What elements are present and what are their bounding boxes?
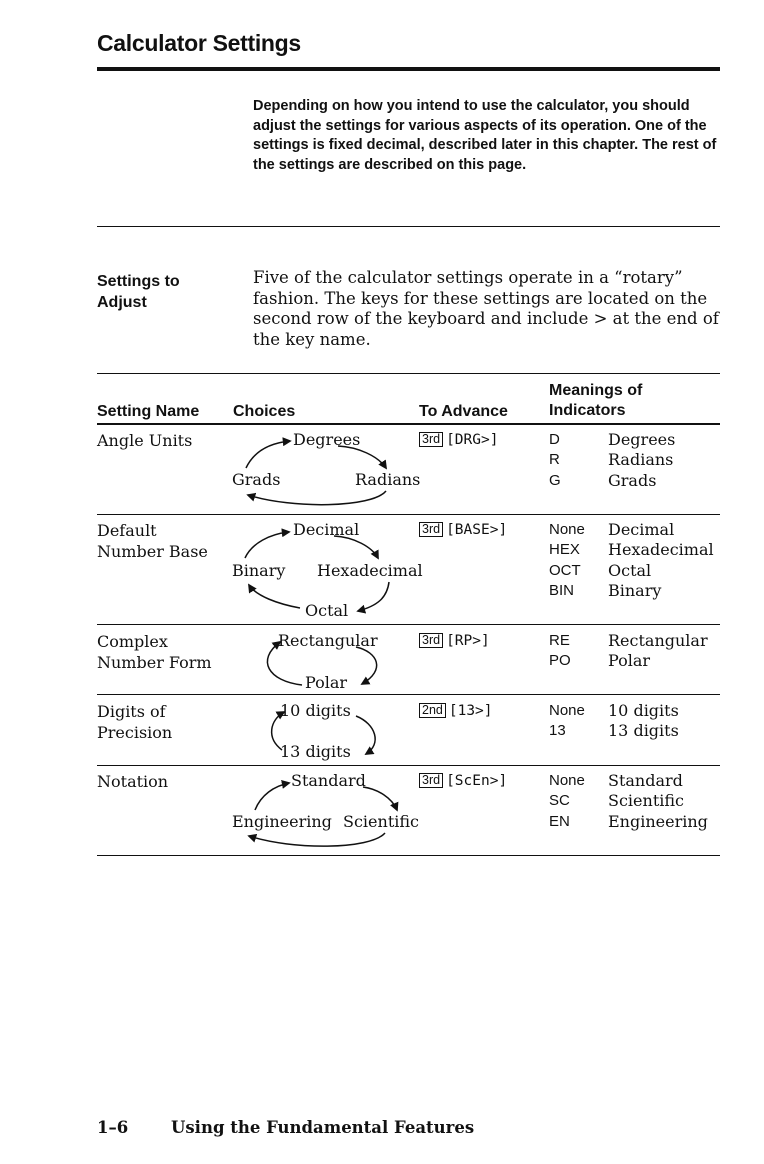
- header-meanings-line: Indicators: [549, 402, 626, 419]
- indicator: None: [549, 702, 585, 719]
- setting-name-line: Complex: [97, 632, 168, 651]
- third-key-icon: 3rd: [419, 773, 443, 788]
- header-choices: Choices: [233, 403, 296, 420]
- indicator: PO: [549, 652, 571, 670]
- section-body: Five of the calculator settings operate in a “rotary” fashion. The keys for these settings are located on the second row of the keyboard and include > at the end of the key name.: [253, 268, 719, 349]
- choice-polar: Polar: [305, 673, 348, 692]
- setting-name-line: Notation: [97, 772, 169, 791]
- choice-engineering: Engineering: [232, 812, 332, 831]
- indicator: None: [549, 772, 585, 789]
- meaning: Standard: [608, 771, 683, 790]
- indicator: SC: [549, 792, 570, 810]
- meaning: 10 digits: [608, 701, 679, 720]
- third-key-icon: 3rd: [419, 432, 443, 447]
- page-title: Calculator Settings: [97, 30, 301, 56]
- setting-name-line: Default: [97, 521, 157, 540]
- setting-name-line: Precision: [97, 722, 173, 742]
- meaning: Polar: [608, 651, 651, 671]
- choice-octal: Octal: [305, 601, 349, 620]
- footer-chapter-title: Using the Fundamental Features: [171, 1118, 475, 1137]
- advance-key-label: [DRG>]: [446, 432, 499, 448]
- choice-degrees: Degrees: [293, 430, 361, 449]
- rotary-arrow: [249, 833, 385, 846]
- header-meanings-line: Meanings of: [549, 382, 643, 399]
- meaning: Rectangular: [608, 631, 708, 650]
- choice-13-digits: 13 digits: [280, 742, 351, 761]
- third-key-icon: 3rd: [419, 633, 443, 648]
- rotary-arrow: [272, 712, 284, 750]
- choice-grads: Grads: [232, 470, 281, 489]
- section-heading-line: Settings to: [97, 273, 180, 290]
- choice-10-digits: 10 digits: [280, 701, 351, 720]
- footer-page-number: 1–6: [97, 1118, 129, 1137]
- choice-rectangular: Rectangular: [278, 631, 378, 650]
- advance-key-label: [BASE>]: [446, 522, 508, 538]
- rotary-arrow: [246, 441, 290, 468]
- meaning: Hexadecimal: [608, 540, 714, 560]
- advance-key-label: [13>]: [448, 703, 493, 719]
- header-to-advance: To Advance: [419, 403, 508, 420]
- indicator: D: [549, 431, 560, 448]
- rotary-arrow: [248, 491, 386, 505]
- meaning: Degrees: [608, 430, 676, 449]
- setting-name-line: Number Form: [97, 652, 212, 672]
- choice-hexadecimal: Hexadecimal: [317, 561, 423, 580]
- rotary-arrow: [338, 446, 386, 468]
- meaning: Scientific: [608, 791, 684, 811]
- indicator: EN: [549, 812, 570, 830]
- setting-name-line: Number Base: [97, 541, 208, 561]
- choice-binary: Binary: [232, 561, 286, 580]
- intro-paragraph: Depending on how you intend to use the calculator, you should adjust the settings for various aspects of its operation. One of the settings is fixed decimal, described later in this chapter. The rest of the settings are described on this page.: [253, 98, 717, 173]
- rotary-arrow: [356, 716, 375, 754]
- choice-radians: Radians: [355, 470, 421, 489]
- advance-key-label: [RP>]: [446, 633, 490, 649]
- rotary-arrow: [245, 532, 289, 558]
- rotary-arrow: [363, 787, 397, 810]
- third-key-icon: 3rd: [419, 522, 443, 537]
- indicator: 13: [549, 722, 566, 740]
- indicator: RE: [549, 632, 570, 649]
- setting-name-line: Angle Units: [97, 431, 193, 450]
- section-heading-line: Adjust: [97, 294, 147, 311]
- choice-decimal: Decimal: [293, 520, 360, 539]
- rotary-arrow: [249, 585, 300, 608]
- indicator: None: [549, 521, 585, 538]
- advance-key-label: [ScEn>]: [446, 773, 508, 789]
- header-setting-name: Setting Name: [97, 403, 200, 420]
- meaning: Grads: [608, 470, 657, 490]
- indicator: HEX: [549, 541, 580, 559]
- rotary-arrow: [255, 783, 289, 810]
- meaning: Binary: [608, 580, 662, 600]
- indicator: BIN: [549, 581, 575, 599]
- rotary-arrow: [358, 582, 389, 611]
- setting-name-line: Digits of: [97, 702, 166, 721]
- second-key-icon: 2nd: [419, 703, 446, 718]
- indicator: G: [549, 471, 561, 489]
- meaning: Octal: [608, 560, 652, 580]
- meaning: Radians: [608, 450, 674, 470]
- meaning: Engineering: [608, 811, 708, 831]
- rotary-arrow: [356, 647, 377, 684]
- indicator: OCT: [549, 561, 581, 579]
- meaning: Decimal: [608, 520, 675, 539]
- choice-standard: Standard: [291, 771, 366, 790]
- rotary-arrow: [267, 642, 302, 685]
- choice-scientific: Scientific: [343, 812, 419, 831]
- rotary-arrow: [334, 536, 378, 558]
- indicator: R: [549, 451, 560, 469]
- meaning: 13 digits: [608, 721, 679, 741]
